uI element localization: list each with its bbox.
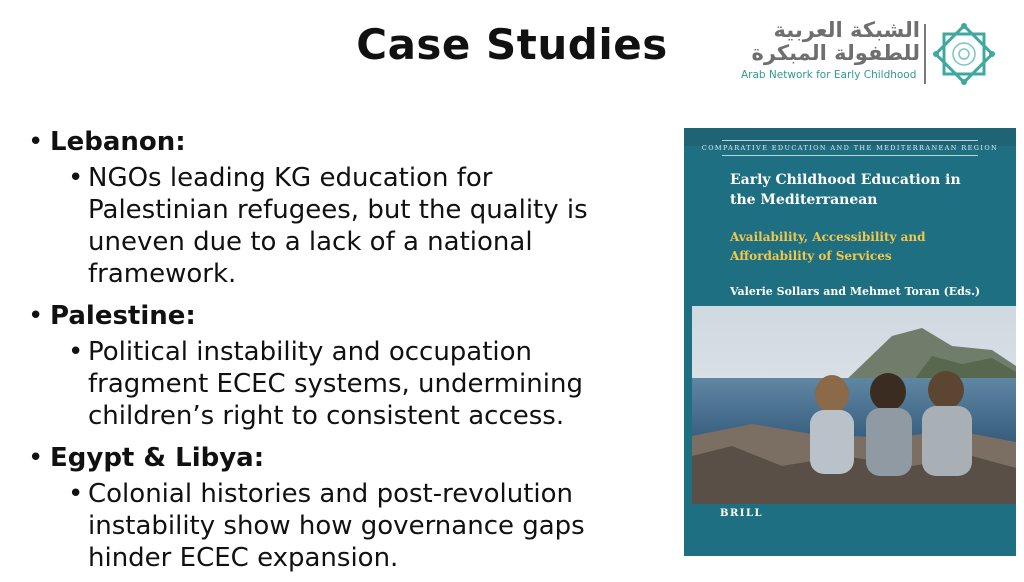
text-line: uneven due to a lack of a national xyxy=(88,227,533,257)
bullet-heading-egypt-libya: • Egypt & Libya: xyxy=(28,440,668,476)
book-cover-image xyxy=(684,128,1016,556)
book-title-line: Early Childhood Education in xyxy=(730,172,961,188)
arab-network-logo xyxy=(738,18,1008,88)
network-emblem-icon xyxy=(930,20,998,88)
bullet-text-lebanon: • NGOs leading KG education for Palestinian refugees, but the quality is uneven due to a lack of a national framework. xyxy=(88,162,668,290)
text-line: NGOs leading KG education for xyxy=(88,163,493,193)
text-line: instability show how governance gaps xyxy=(88,511,585,541)
bullet-text-egypt-libya: • Colonial histories and post-revolution instability show how governance gaps hinder ECEC expansion. xyxy=(88,478,668,574)
book-title xyxy=(730,170,1000,210)
text-line: Political instability and occupation xyxy=(88,337,533,367)
text-line: hinder ECEC expansion. xyxy=(88,543,399,573)
book-series: COMPARATIVE EDUCATION AND THE MEDITERRANEAN REGION xyxy=(701,144,999,152)
book-subtitle-line: Affordability of Services xyxy=(730,249,892,263)
cover-rule xyxy=(722,155,978,156)
text-line: children’s right to consistent access. xyxy=(88,401,565,431)
bullet-text-palestine: • Political instability and occupation fragment ECEC systems, undermining children’s right to consistent access. xyxy=(88,336,668,432)
book-authors: Valerie Sollars and Mehmet Toran (Eds.) xyxy=(730,285,981,298)
child-figures xyxy=(810,371,972,476)
book-subtitle-line: Availability, Accessibility and xyxy=(730,230,926,244)
logo-arabic-line1: الشبكة العربية xyxy=(773,18,920,42)
bullet-heading-lebanon: • Lebanon: xyxy=(28,124,668,160)
children-seaside-photo xyxy=(692,306,1016,504)
cover-rule xyxy=(722,140,978,141)
book-publisher: BRILL xyxy=(720,508,764,519)
text-line: Palestinian refugees, but the quality is xyxy=(88,195,588,225)
logo-arabic-line2: للطفولة المبكرة xyxy=(751,41,920,65)
bullet-heading-palestine: • Palestine: xyxy=(28,298,668,334)
slide-title: Case Studies xyxy=(356,20,668,69)
book-title-line: the Mediterranean xyxy=(730,192,878,208)
logo-divider xyxy=(924,24,926,84)
text-line: framework. xyxy=(88,259,237,289)
text-line: Colonial histories and post-revolution xyxy=(88,479,574,509)
book-subtitle xyxy=(730,228,1000,266)
logo-english-text: Arab Network for Early Childhood xyxy=(741,69,917,81)
bullet-list xyxy=(28,120,668,582)
text-line: fragment ECEC systems, undermining xyxy=(88,369,583,399)
